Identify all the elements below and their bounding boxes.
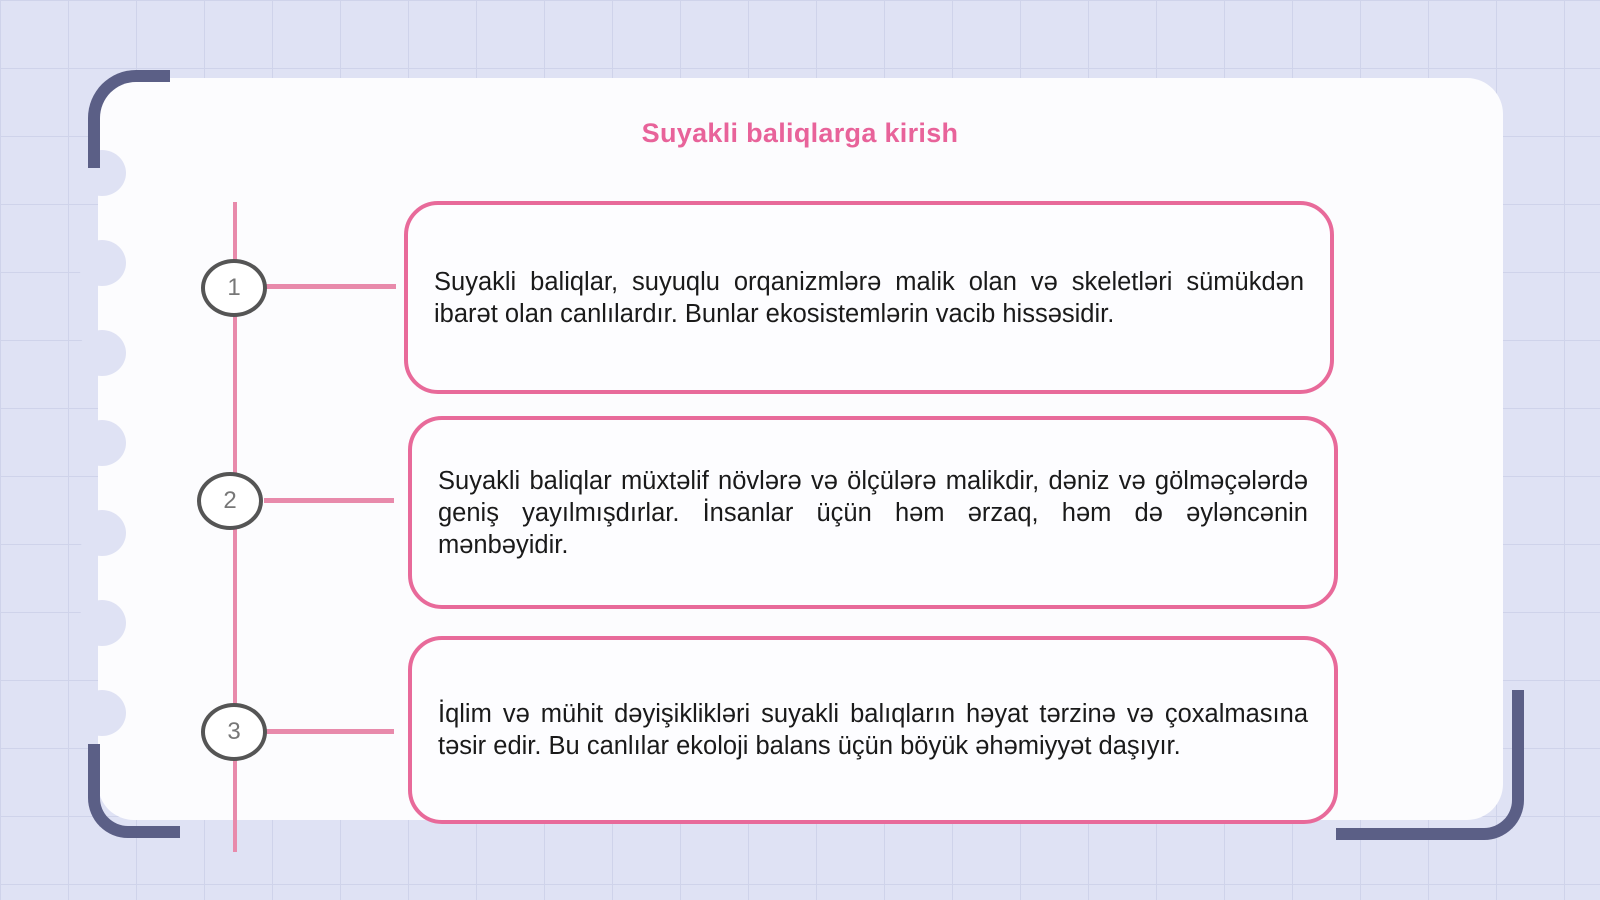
card-edge-notch	[78, 510, 126, 556]
card-edge-notch	[78, 330, 126, 376]
card-edge-notch	[78, 240, 126, 286]
content-text: İqlim və mühit dəyişiklikləri suyakli balıqların həyat tərzinə və çoxalmasına təsir edir. Bu canlılar ekoloji balans üçün böyük əhəmiyyət daşıyır.	[438, 700, 1308, 760]
corner-bracket-bottom-left	[88, 744, 180, 838]
content-box-2	[408, 416, 1338, 609]
card-edge-notch	[78, 600, 126, 646]
step-number-circle: 1	[201, 259, 267, 317]
timeline-connector	[266, 729, 394, 734]
step-number-circle: 2	[197, 472, 263, 530]
content-box-3	[408, 636, 1338, 824]
slide-title: Suyakli baliqlarga kirish	[641, 118, 959, 148]
step-number-circle: 3	[201, 703, 267, 761]
content-text: Suyakli baliqlar, suyuqlu orqanizmlərə malik olan və skeletləri sümükdən ibarət olan canlılardır. Bunlar ekosistemlərin vacib hissəsidir.	[434, 267, 1304, 328]
timeline-connector	[264, 498, 394, 503]
card-edge-notch	[78, 420, 126, 466]
content-box-1	[404, 201, 1334, 394]
card-edge-notch	[78, 690, 126, 736]
corner-bracket-bottom-right	[1336, 690, 1524, 840]
timeline-connector	[266, 284, 396, 289]
content-text: Suyakli baliqlar müxtəlif növlərə və ölçülərə malikdir, dəniz və gölməçələrdə geniş yayılmışdırlar. İnsanlar üçün həm ərzaq, həm də əyləncənin mənbəyidir.	[438, 466, 1308, 559]
